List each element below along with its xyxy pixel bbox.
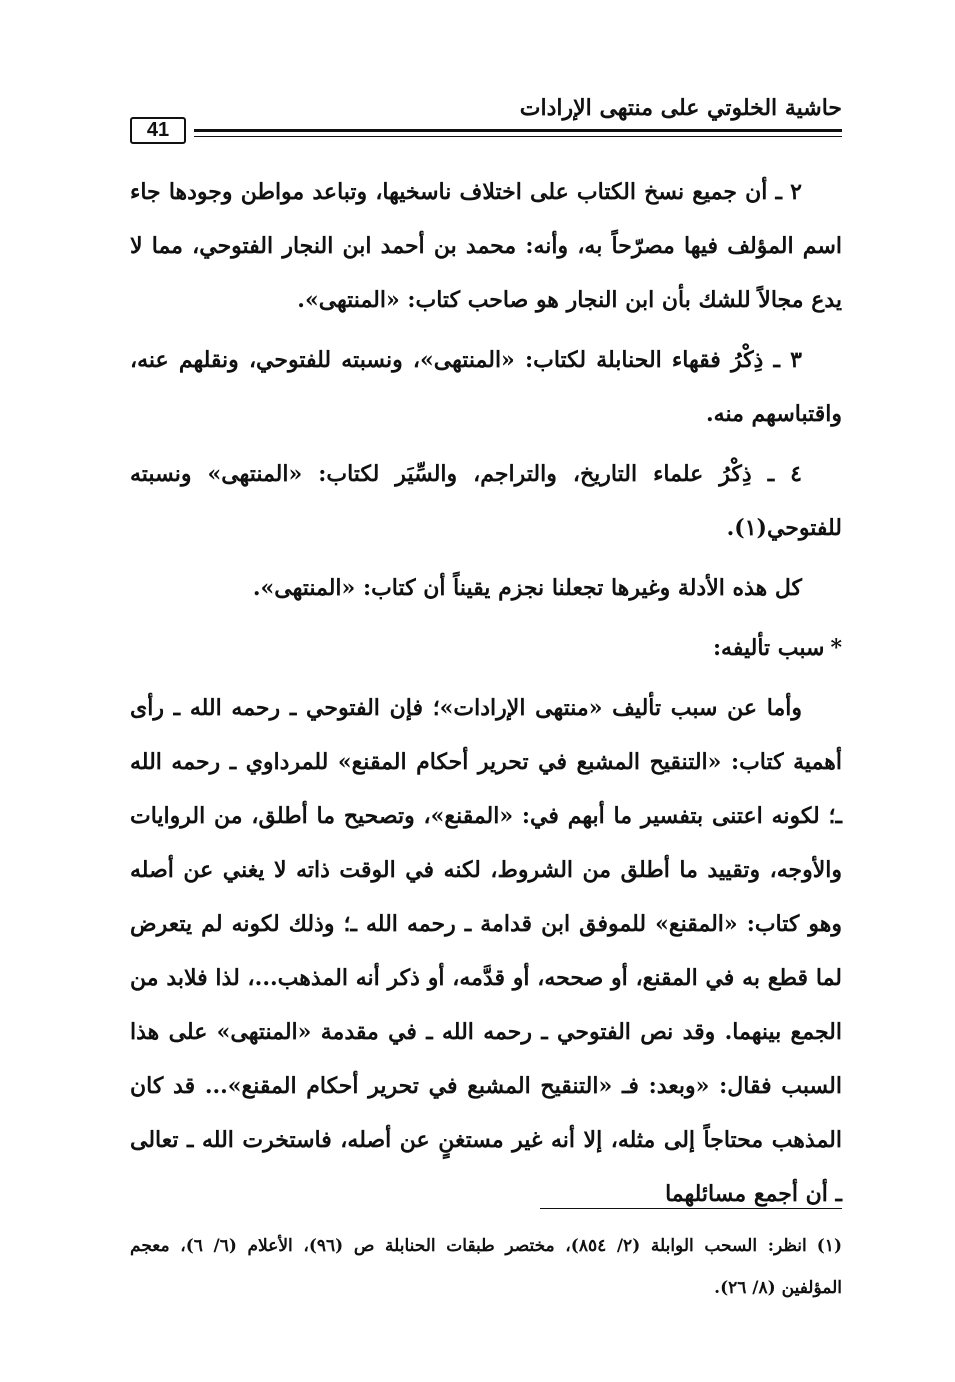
section-heading: [130, 621, 842, 675]
footnote-text: انظر: السحب الوابلة (٢/ ٨٥٤)، مختصر طبقات الحنابلة ص (٩٦)، الأعلام (٦/ ٦)، معجم المؤلفين (٨/ ٢٦).: [130, 1236, 842, 1298]
section-heading-text: سبب تأليفه:: [712, 635, 825, 661]
paragraph-2: ٢ ـ أن جميع نسخ الكتاب على اختلاف ناسخيها، وتباعد مواطن وجودها جاء اسم المؤلف فيها مصرّحاً به، وأنه: محمد بن أحمد ابن النجار الفتوحي، مما لا يدع مجالاً للشك بأن ابن النجار هو صاحب كتاب: «المنتهى».: [130, 179, 842, 313]
footnote-number: (١): [816, 1236, 842, 1256]
paragraph-3: ٣ ـ ذِكْرُ فقهاء الحنابلة لكتاب: «المنتهى»، ونسبته للفتوحي، ونقلهم عنه، واقتباسهم منه.: [130, 347, 842, 427]
running-title: حاشية الخلوتي على منتهى الإرادات: [519, 95, 842, 121]
footnote-rule: [540, 1208, 842, 1209]
page-header: [130, 95, 842, 150]
footnotes: [130, 1225, 842, 1309]
star-icon: *: [830, 635, 842, 661]
paragraph-conclusion: كل هذه الأدلة وغيرها تجعلنا نجزم يقيناً أن كتاب: «المنتهى».: [252, 575, 802, 601]
header-rule-thin: [194, 136, 842, 137]
paragraph-4: ٤ ـ ذِكْرُ علماء التاريخ، والتراجم، والسِّيَر لكتاب: «المنتهى» ونسبته للفتوحي(١).: [130, 461, 842, 541]
header-rule-thick: [194, 129, 842, 132]
footnote-1: [130, 1225, 842, 1309]
paragraph-reason: وأما عن سبب تأليف «منتهى الإرادات»؛ فإن الفتوحي ـ رحمه الله ـ رأى أهمية كتاب: «التنقيح المشبع في تحرير أحكام المقنع» للمرداوي ـ رحمه الله ـ؛ لكونه اعتنى بتفسير ما أبهم في: «المقنع»، وتصحيح ما أطلق، من الروايات والأوجه، وتقييد ما أطلق من الشروط، لكنه في الوقت ذاته لا يغني عن أصله وهو كتاب: «المقنع» للموفق ابن قدامة ـ رحمه الله ـ؛ وذلك لكونه لم يتعرض لما قطع به في المقنع، أو صححه، أو قدَّمه، أو ذكر أنه المذهب...، لذا فلابد من الجمع بينهما. وقد نص الفتوحي ـ رحمه الله ـ في مقدمة «المنتهى» على هذا السبب فقال: «وبعد: فـ «التنقيح المشبع في تحرير أحكام المقنع»... قد كان المذهب محتاجاً إلى مثله، إلا أنه غير مستغنٍ عن أصله، فاستخرت الله ـ تعالى ـ أن أجمع مسائلهما: [130, 695, 843, 1207]
body-text: [130, 165, 842, 1227]
page-number: 41: [130, 117, 186, 144]
